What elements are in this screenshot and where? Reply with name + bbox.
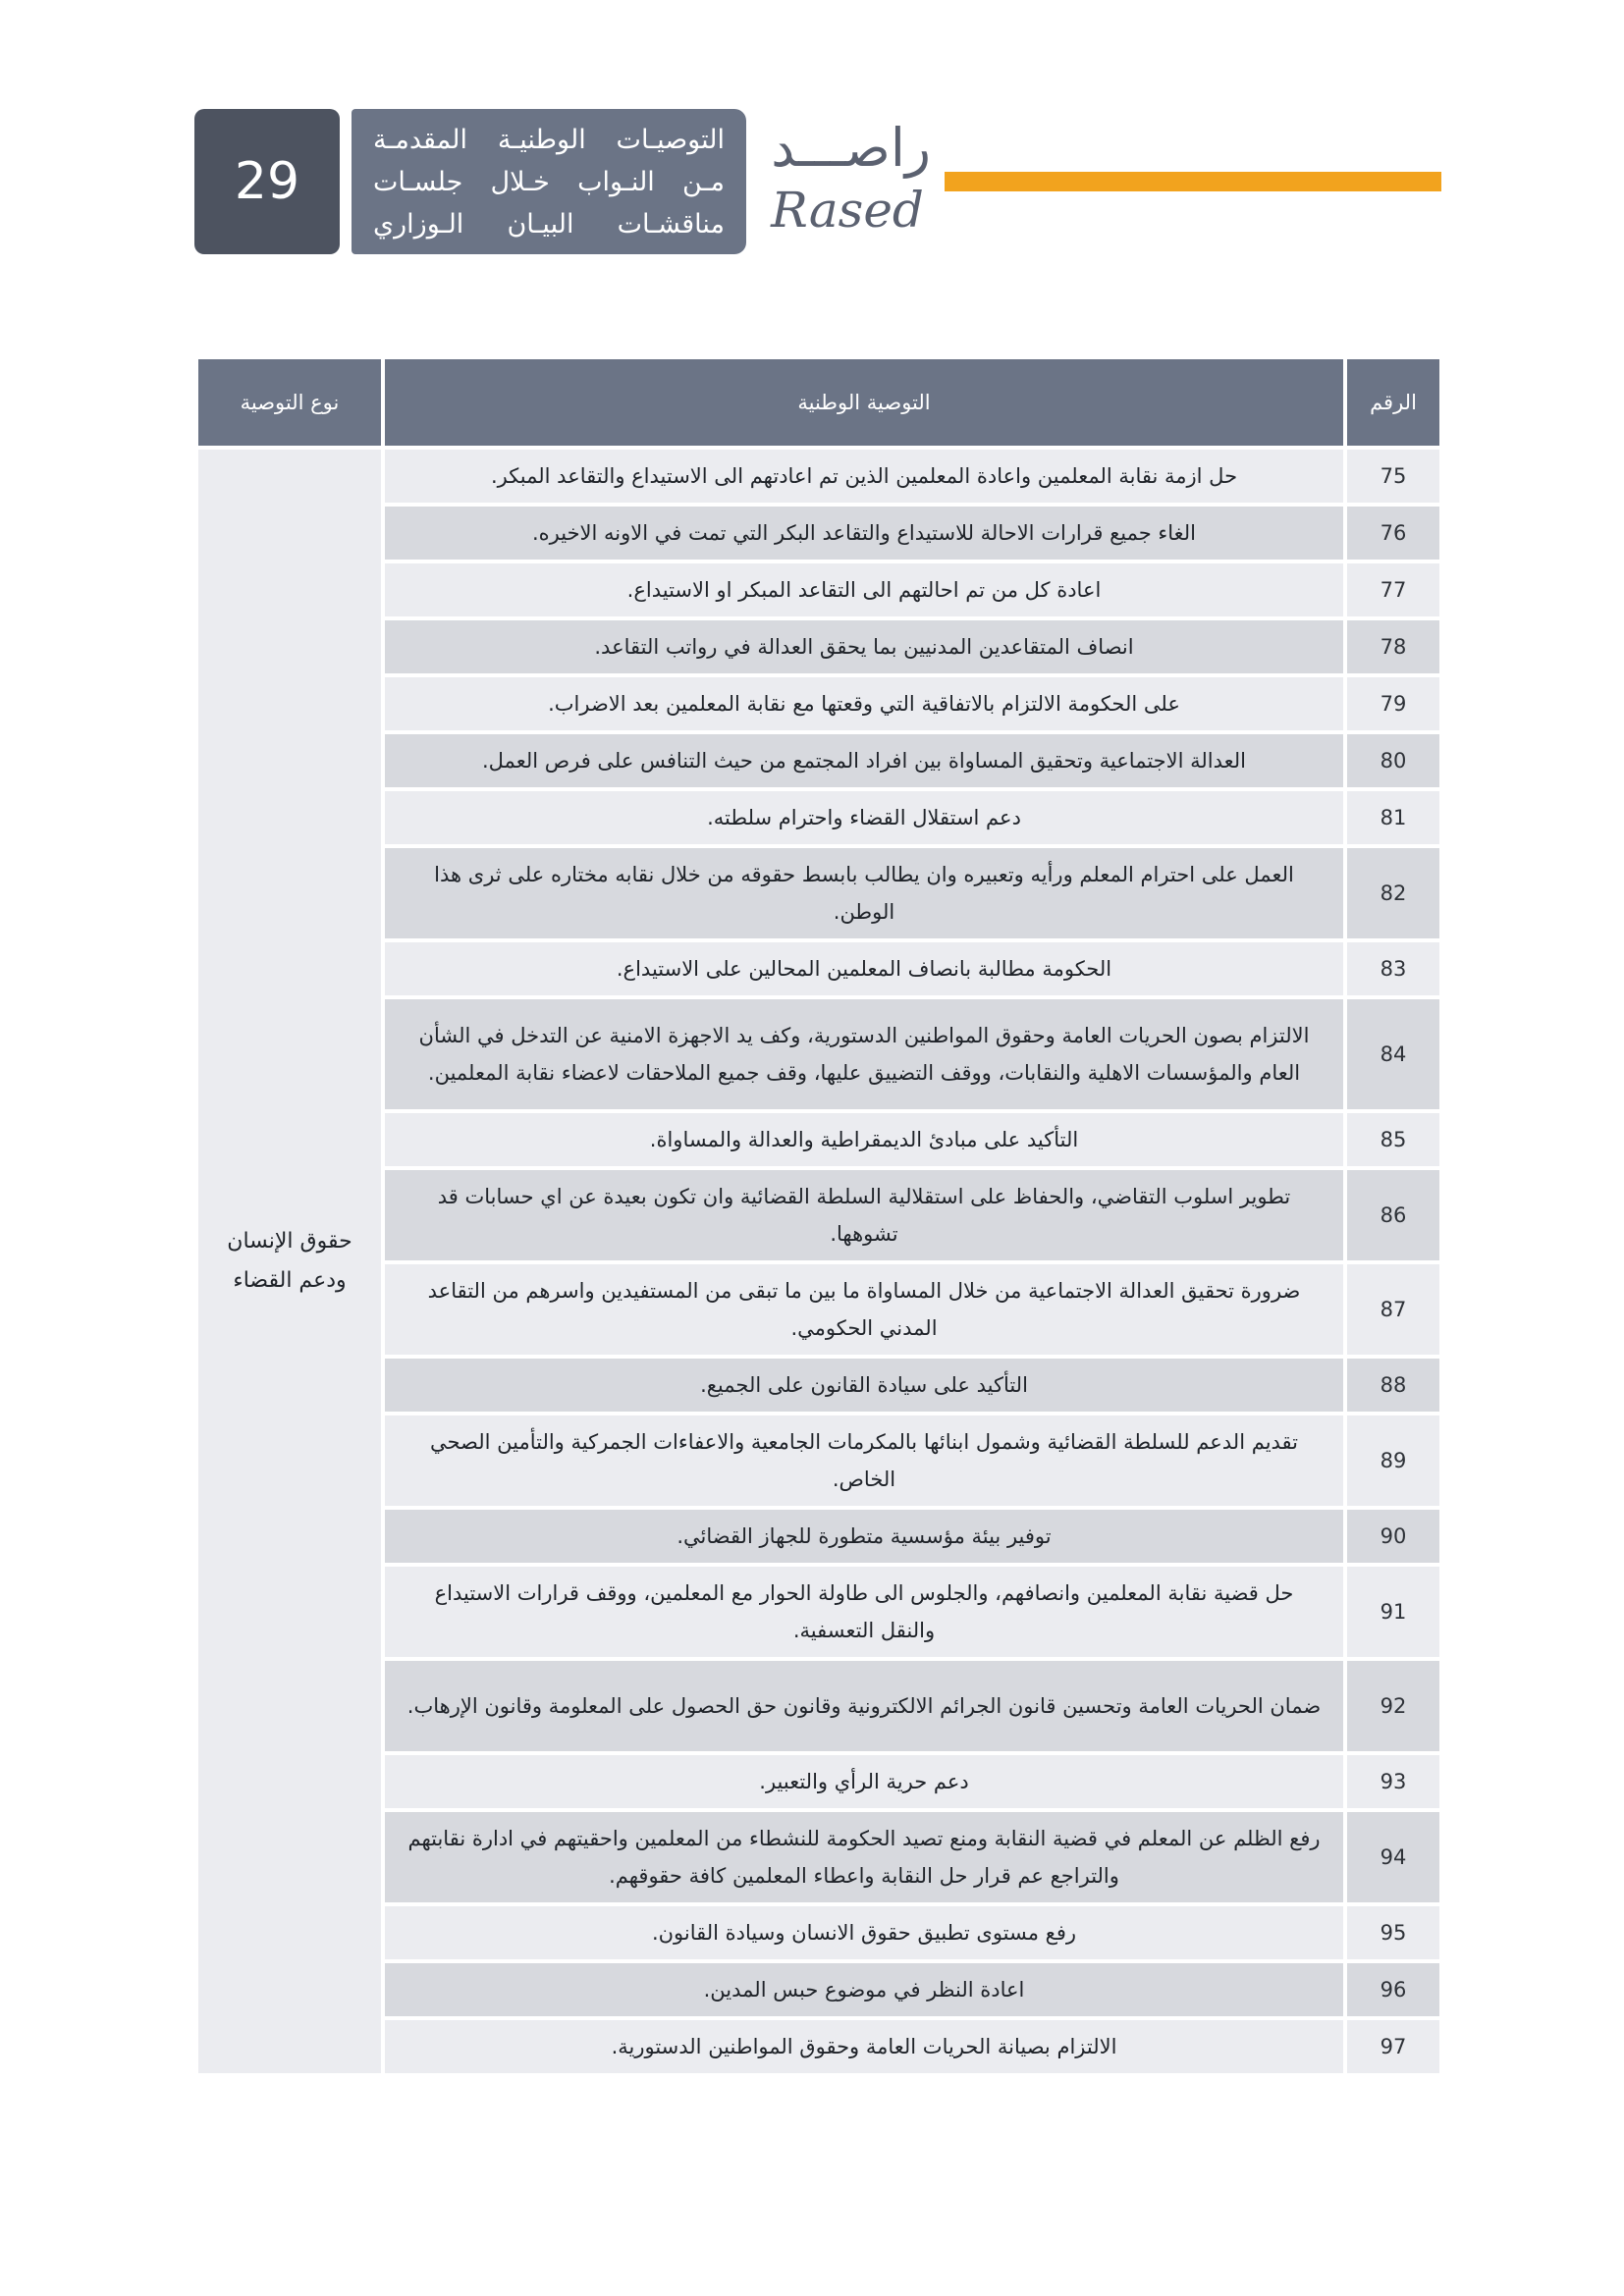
column-header-type: نوع التوصية [196,357,383,448]
row-recommendation: الالتزام بصيانة الحريات العامة وحقوق المواطنين الدستورية. [383,2018,1345,2075]
brand-logo-latin: Rased [771,182,924,239]
row-number: 94 [1345,1810,1441,1904]
row-number: 97 [1345,2018,1441,2075]
page-number: 29 [194,109,340,254]
row-number: 79 [1345,675,1441,732]
row-recommendation: اعادة النظر في موضوع حبس المدين. [383,1961,1345,2018]
row-number: 83 [1345,940,1441,997]
table-row [196,675,1441,732]
row-number: 88 [1345,1357,1441,1414]
row-recommendation: على الحكومة الالتزام بالاتفاقية التي وقعتها مع نقابة المعلمين بعد الاضراب. [383,675,1345,732]
row-number: 93 [1345,1753,1441,1810]
table-row [196,940,1441,997]
row-number: 92 [1345,1659,1441,1753]
row-recommendation: التأكيد على سيادة القانون على الجميع. [383,1357,1345,1414]
row-recommendation: التأكيد على مبادئ الديمقراطية والعدالة والمساواة. [383,1111,1345,1168]
table-row [196,1961,1441,2018]
row-recommendation: دعم حرية الرأي والتعبير. [383,1753,1345,1810]
table-header-row [196,357,1441,448]
row-number: 81 [1345,789,1441,846]
table-row [196,561,1441,618]
title-line-2: مـن النـواب خـلال جلسـات [373,166,725,197]
row-recommendation: توفير بيئة مؤسسية متطورة للجهاز القضائي. [383,1508,1345,1565]
row-number: 96 [1345,1961,1441,2018]
table-row [196,1262,1441,1357]
row-number: 77 [1345,561,1441,618]
row-recommendation: رفع الظلم عن المعلم في قضية النقابة ومنع تصيد الحكومة للنشطاء من المعلمين واحقيتهم في ادارة نقابتهم والتراجع عم قرار حل النقابة واعطاء المعلمين كافة حقوقهم. [383,1810,1345,1904]
row-number: 95 [1345,1904,1441,1961]
row-number: 78 [1345,618,1441,675]
table-row [196,789,1441,846]
table-row [196,1753,1441,1810]
page-title [352,109,746,254]
row-recommendation: دعم استقلال القضاء واحترام سلطته. [383,789,1345,846]
table-row [196,1904,1441,1961]
row-number: 76 [1345,505,1441,561]
column-header-recommendation: التوصية الوطنية [383,357,1345,448]
row-recommendation: اعادة كل من تم احالتهم الى التقاعد المبكر او الاستيداع. [383,561,1345,618]
row-number: 86 [1345,1168,1441,1262]
column-header-number: الرقم [1345,357,1441,448]
row-number: 75 [1345,448,1441,505]
table-row [196,846,1441,940]
row-recommendation: العمل على احترام المعلم ورأيه وتعبيره وان يطالب بابسط حقوقه من خلال نقابه مختاره على ثرى هذا الوطن. [383,846,1345,940]
row-recommendation: الحكومة مطالبة بانصاف المعلمين المحالين على الاستيداع. [383,940,1345,997]
table-row [196,732,1441,789]
table-row [196,505,1441,561]
brand-accent-bar [945,172,1441,191]
table-row [196,1357,1441,1414]
table-row [196,1168,1441,1262]
row-recommendation: حل ازمة نقابة المعلمين واعادة المعلمين الذين تم اعادتهم الى الاستيداع والتقاعد المبكر. [383,448,1345,505]
table-row [196,448,1441,505]
row-number: 84 [1345,997,1441,1111]
row-recommendation: الغاء جميع قرارات الاحالة للاستيداع والتقاعد البكر التي تمت في الاونه الاخيره. [383,505,1345,561]
row-number: 87 [1345,1262,1441,1357]
recommendation-type: حقوق الإنسان ودعم القضاء [196,448,383,2075]
table-row [196,997,1441,1111]
row-recommendation: رفع مستوى تطبيق حقوق الانسان وسيادة القانون. [383,1904,1345,1961]
brand-logo-arabic: راصـــد [771,117,931,179]
table-row [196,1810,1441,1904]
table-row [196,1659,1441,1753]
row-recommendation: ضرورة تحقيق العدالة الاجتماعية من خلال المساواة ما بين ما تبقى من المستفيدين واسرهم من التقاعد المدني الحكومي. [383,1262,1345,1357]
title-line-1: التوصيـات الوطنيـة المقدمـة [373,124,725,155]
recommendations-table [194,355,1443,2077]
row-number: 89 [1345,1414,1441,1508]
table-row [196,618,1441,675]
row-recommendation: العدالة الاجتماعية وتحقيق المساواة بين افراد المجتمع من حيث التنافس على فرص العمل. [383,732,1345,789]
row-number: 80 [1345,732,1441,789]
row-number: 91 [1345,1565,1441,1659]
table-row [196,1111,1441,1168]
row-number: 85 [1345,1111,1441,1168]
row-recommendation: تطوير اسلوب التقاضي، والحفاظ على استقلالية السلطة القضائية وان تكون بعيدة عن اي حسابات قد تشوهها. [383,1168,1345,1262]
row-number: 82 [1345,846,1441,940]
table-row [196,1565,1441,1659]
row-recommendation: تقديم الدعم للسلطة القضائية وشمول ابنائها بالمكرمات الجامعية والاعفاءات الجمركية والتأمين الصحي الخاص. [383,1414,1345,1508]
table-row [196,1508,1441,1565]
row-number: 90 [1345,1508,1441,1565]
row-recommendation: ضمان الحريات العامة وتحسين قانون الجرائم الالكترونية وقانون حق الحصول على المعلومة وقانون الإرهاب. [383,1659,1345,1753]
title-line-3: مناقشـات البيـان الـوزاري [373,208,725,240]
table-row [196,1414,1441,1508]
row-recommendation: انصاف المتقاعدين المدنيين بما يحقق العدالة في رواتب التقاعد. [383,618,1345,675]
row-recommendation: الالتزام بصون الحريات العامة وحقوق المواطنين الدستورية، وكف يد الاجهزة الامنية عن التدخل في الشأن العام والمؤسسات الاهلية والنقابات، ووقف التضييق عليها، وقف جميع الملاحقات لاعضاء نقابة المعلمين. [383,997,1345,1111]
row-recommendation: حل قضية نقابة المعلمين وانصافهم، والجلوس الى طاولة الحوار مع المعلمين، ووقف قرارات الاستيداع والنقل التعسفية. [383,1565,1345,1659]
table-row [196,2018,1441,2075]
